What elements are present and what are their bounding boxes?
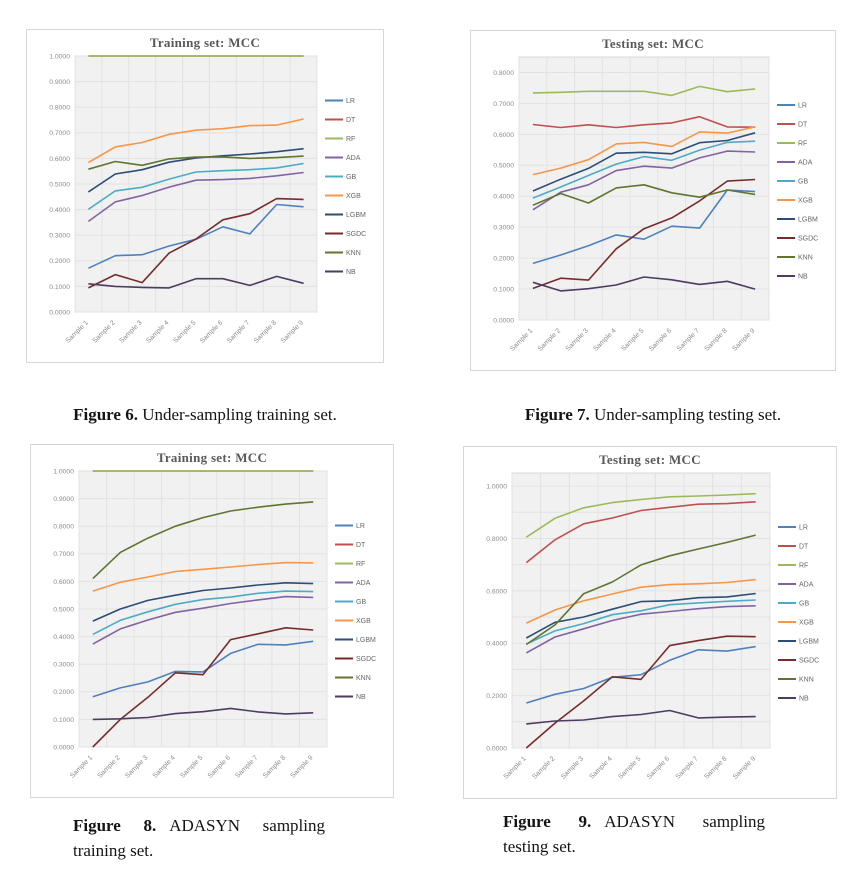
svg-text:1.0000: 1.0000 bbox=[49, 53, 70, 61]
adasyn-training-mcc-line-chart bbox=[31, 445, 393, 797]
svg-text:0.2000: 0.2000 bbox=[49, 258, 70, 266]
svg-text:Sample 3: Sample 3 bbox=[118, 319, 144, 345]
svg-text:Sample 7: Sample 7 bbox=[674, 755, 700, 781]
svg-text:SGDC: SGDC bbox=[346, 231, 367, 238]
svg-text:Sample 3: Sample 3 bbox=[564, 327, 590, 353]
svg-text:KNN: KNN bbox=[346, 250, 361, 257]
svg-text:NB: NB bbox=[799, 695, 809, 703]
svg-text:Sample 5: Sample 5 bbox=[620, 327, 646, 353]
svg-text:ADA: ADA bbox=[356, 580, 371, 587]
svg-text:0.8000: 0.8000 bbox=[493, 69, 514, 77]
svg-text:Training set: MCC: Training set: MCC bbox=[156, 450, 268, 465]
svg-text:ADA: ADA bbox=[799, 581, 814, 589]
svg-text:0.3000: 0.3000 bbox=[49, 232, 70, 240]
svg-text:Sample 1: Sample 1 bbox=[64, 319, 90, 345]
svg-text:Sample 9: Sample 9 bbox=[289, 754, 315, 780]
svg-text:0.4000: 0.4000 bbox=[49, 207, 70, 214]
adasyn-testing-chart-panel bbox=[463, 446, 837, 799]
svg-text:Sample 7: Sample 7 bbox=[225, 319, 252, 345]
figure-6-caption bbox=[26, 403, 384, 428]
figure-8-label: Figure 8. bbox=[73, 816, 157, 835]
svg-text:LR: LR bbox=[346, 98, 355, 105]
svg-text:Sample 6: Sample 6 bbox=[206, 754, 232, 780]
svg-text:Sample 8: Sample 8 bbox=[252, 319, 279, 345]
svg-text:Testing set: MCC: Testing set: MCC bbox=[602, 36, 704, 51]
figure-8-text: ADASYN sampling training set. bbox=[73, 816, 325, 860]
svg-text:0.4000: 0.4000 bbox=[486, 640, 507, 648]
svg-text:1.0000: 1.0000 bbox=[486, 483, 507, 491]
svg-text:NB: NB bbox=[798, 273, 808, 281]
svg-text:GB: GB bbox=[798, 178, 809, 186]
svg-text:0.9000: 0.9000 bbox=[49, 79, 70, 86]
svg-text:0.0000: 0.0000 bbox=[486, 745, 507, 753]
svg-text:KNN: KNN bbox=[799, 676, 814, 684]
svg-text:Sample 5: Sample 5 bbox=[172, 319, 198, 345]
svg-text:Sample 3: Sample 3 bbox=[124, 754, 150, 780]
svg-text:Sample 4: Sample 4 bbox=[151, 754, 177, 780]
svg-text:0.7000: 0.7000 bbox=[493, 100, 514, 108]
adasyn-training-chart-panel bbox=[30, 444, 394, 798]
svg-text:0.4000: 0.4000 bbox=[53, 634, 74, 641]
svg-text:Sample 2: Sample 2 bbox=[91, 319, 117, 345]
svg-text:ADA: ADA bbox=[798, 159, 813, 167]
svg-text:LGBM: LGBM bbox=[798, 216, 818, 224]
svg-text:RF: RF bbox=[798, 140, 808, 148]
svg-text:Sample 7: Sample 7 bbox=[234, 754, 260, 780]
figure-7-text: Under-sampling testing set. bbox=[594, 405, 782, 424]
svg-text:Sample 2: Sample 2 bbox=[531, 755, 557, 781]
svg-text:XGB: XGB bbox=[799, 619, 814, 627]
svg-text:Sample 1: Sample 1 bbox=[68, 754, 95, 780]
svg-text:0.4000: 0.4000 bbox=[493, 193, 514, 201]
undersampling-testing-chart-panel bbox=[470, 30, 836, 371]
svg-text:Sample 8: Sample 8 bbox=[261, 754, 288, 780]
svg-text:Testing set: MCC: Testing set: MCC bbox=[599, 452, 701, 467]
svg-text:Sample 9: Sample 9 bbox=[279, 319, 305, 345]
figure-7-label: Figure 7. bbox=[524, 405, 590, 424]
svg-text:0.0000: 0.0000 bbox=[49, 309, 70, 317]
svg-text:1.0000: 1.0000 bbox=[53, 468, 74, 476]
svg-text:0.7000: 0.7000 bbox=[49, 130, 70, 138]
svg-text:GB: GB bbox=[356, 599, 367, 606]
svg-text:0.1000: 0.1000 bbox=[49, 283, 70, 291]
svg-text:DT: DT bbox=[356, 542, 366, 549]
svg-text:GB: GB bbox=[346, 174, 357, 181]
svg-text:0.2000: 0.2000 bbox=[493, 255, 514, 263]
svg-text:0.3000: 0.3000 bbox=[493, 224, 514, 232]
svg-text:0.1000: 0.1000 bbox=[53, 716, 74, 724]
figure-6-text: Under-sampling training set. bbox=[142, 405, 337, 424]
svg-text:Sample 9: Sample 9 bbox=[731, 327, 757, 353]
svg-text:XGB: XGB bbox=[346, 193, 361, 200]
svg-text:Sample 4: Sample 4 bbox=[592, 327, 618, 353]
svg-text:Sample 5: Sample 5 bbox=[617, 755, 643, 781]
svg-text:0.8000: 0.8000 bbox=[53, 523, 74, 531]
svg-text:0.1000: 0.1000 bbox=[493, 286, 514, 294]
svg-text:Sample 9: Sample 9 bbox=[731, 755, 758, 781]
svg-text:GB: GB bbox=[799, 600, 810, 608]
svg-text:0.6000: 0.6000 bbox=[49, 155, 70, 163]
svg-text:0.2000: 0.2000 bbox=[486, 693, 507, 701]
svg-text:0.3000: 0.3000 bbox=[53, 661, 74, 669]
svg-text:0.5000: 0.5000 bbox=[493, 162, 514, 170]
svg-text:LR: LR bbox=[798, 102, 807, 110]
svg-text:Sample 8: Sample 8 bbox=[703, 327, 729, 353]
figure-9-text: ADASYN sampling testing set. bbox=[503, 812, 765, 856]
svg-text:Sample 2: Sample 2 bbox=[536, 327, 563, 353]
adasyn-testing-mcc-line-chart bbox=[464, 447, 836, 798]
svg-text:Sample 3: Sample 3 bbox=[559, 755, 586, 781]
svg-text:0.0000: 0.0000 bbox=[53, 744, 74, 752]
svg-text:NB: NB bbox=[356, 694, 366, 701]
svg-text:RF: RF bbox=[346, 136, 356, 143]
svg-text:RF: RF bbox=[799, 562, 809, 570]
svg-text:SGDC: SGDC bbox=[356, 656, 377, 663]
svg-text:Sample 6: Sample 6 bbox=[199, 319, 225, 345]
figure-7-caption bbox=[470, 403, 836, 428]
svg-text:0.8000: 0.8000 bbox=[49, 104, 70, 112]
undersampling-training-mcc-line-chart bbox=[27, 30, 383, 362]
svg-text:Sample 2: Sample 2 bbox=[96, 754, 122, 780]
svg-text:SGDC: SGDC bbox=[798, 235, 819, 243]
svg-text:Sample 4: Sample 4 bbox=[145, 319, 171, 345]
svg-text:DT: DT bbox=[346, 117, 356, 124]
figure-9-caption bbox=[503, 810, 765, 859]
svg-text:0.6000: 0.6000 bbox=[53, 578, 74, 586]
svg-text:KNN: KNN bbox=[798, 254, 813, 262]
svg-text:LR: LR bbox=[799, 524, 808, 532]
svg-text:LR: LR bbox=[356, 523, 365, 530]
undersampling-training-chart-panel bbox=[26, 29, 384, 363]
svg-text:Sample 6: Sample 6 bbox=[645, 755, 672, 781]
svg-text:0.9000: 0.9000 bbox=[53, 496, 74, 503]
svg-text:Sample 6: Sample 6 bbox=[647, 327, 674, 353]
svg-text:Sample 8: Sample 8 bbox=[703, 755, 729, 781]
svg-text:SGDC: SGDC bbox=[799, 657, 820, 665]
svg-text:LGBM: LGBM bbox=[356, 637, 376, 644]
svg-text:0.7000: 0.7000 bbox=[53, 551, 74, 559]
svg-text:Sample 4: Sample 4 bbox=[588, 755, 614, 781]
svg-text:0.5000: 0.5000 bbox=[53, 606, 74, 614]
svg-text:0.0000: 0.0000 bbox=[493, 317, 514, 325]
svg-text:RF: RF bbox=[356, 561, 366, 568]
svg-text:0.2000: 0.2000 bbox=[53, 689, 74, 697]
undersampling-testing-mcc-line-chart bbox=[471, 31, 835, 370]
svg-text:XGB: XGB bbox=[798, 197, 813, 205]
svg-text:XGB: XGB bbox=[356, 618, 371, 625]
svg-text:Training set: MCC: Training set: MCC bbox=[149, 35, 261, 50]
figure-6-label: Figure 6. bbox=[73, 405, 138, 424]
svg-text:0.6000: 0.6000 bbox=[486, 588, 507, 596]
svg-text:ADA: ADA bbox=[346, 155, 361, 162]
figure-8-caption bbox=[73, 814, 325, 863]
svg-text:Sample 1: Sample 1 bbox=[509, 327, 535, 353]
svg-text:0.8000: 0.8000 bbox=[486, 535, 507, 543]
svg-text:0.5000: 0.5000 bbox=[49, 181, 70, 189]
svg-text:DT: DT bbox=[799, 543, 809, 551]
svg-text:KNN: KNN bbox=[356, 675, 371, 682]
svg-text:NB: NB bbox=[346, 269, 356, 276]
svg-text:LGBM: LGBM bbox=[346, 212, 366, 219]
svg-text:Sample 5: Sample 5 bbox=[179, 754, 205, 780]
figure-9-label: Figure 9. bbox=[503, 812, 592, 831]
svg-text:0.6000: 0.6000 bbox=[493, 131, 514, 139]
svg-text:Sample 1: Sample 1 bbox=[502, 755, 528, 781]
svg-text:Sample 7: Sample 7 bbox=[675, 327, 701, 353]
svg-text:DT: DT bbox=[798, 121, 808, 129]
svg-text:LGBM: LGBM bbox=[799, 638, 819, 646]
